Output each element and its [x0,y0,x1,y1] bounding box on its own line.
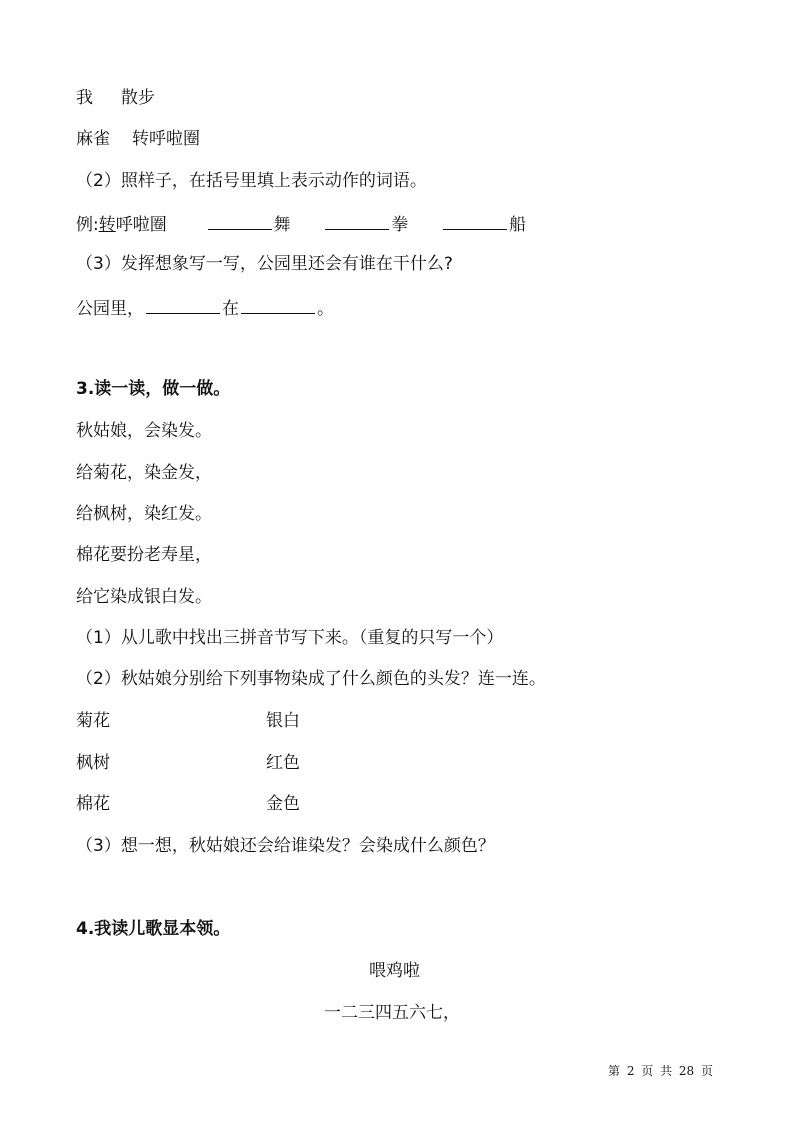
match-right[interactable]: 红色 [266,753,300,773]
answer-end: 。 [317,299,334,319]
pair-subject: 麻雀 [76,129,110,149]
match-right[interactable]: 金色 [266,794,300,814]
blank-field[interactable] [443,211,507,230]
answer-mid: 在 [222,299,239,319]
question-3-3: （3）想一想，秋姑娘还会给谁染发？会染成什么颜色？ [76,836,495,856]
page-number: 第 2 页 共 28 页 [608,1064,713,1078]
question-2-2: （2）照样子，在括号里填上表示动作的词语。 [76,171,427,191]
pair-subject: 我 [76,88,93,108]
blank-suffix: 舞 [273,215,291,235]
example-rest: 呼啦圈 [115,215,167,235]
section-3-title: 3.读一读，做一做。 [76,379,231,399]
blank-field[interactable] [325,211,389,230]
blank-field[interactable] [208,211,272,230]
answer-row [76,295,334,320]
poem-line: 棉花要扮老寿星， [76,545,212,565]
blank-field[interactable] [241,295,315,314]
poem-line: 秋姑娘，会染发。 [76,421,212,441]
poem-line: 给菊花，染金发， [76,463,212,483]
match-row [76,793,300,815]
pair-row-2 [76,128,200,150]
match-row [76,752,300,774]
question-2-3: （3）发挥想象写一写，公园里还会有谁在干什么? [76,254,453,274]
example-word: 转 [98,215,116,235]
question-3-2: （2）秋姑娘分别给下列事物染成了什么颜色的头发？连一连。 [76,669,546,689]
match-right[interactable]: 银白 [266,711,300,731]
pair-row-1 [76,87,155,109]
answer-start: 公园里， [76,299,144,319]
section-4-title: 4.我读儿歌显本领。 [76,919,231,939]
poem-line: 一二三四五六七， [324,1003,460,1023]
pair-action: 转呼啦圈 [132,129,200,149]
poem-line: 给枫树，染红发。 [76,504,212,524]
example-prefix: 例: [76,215,99,235]
blank-suffix: 拳 [391,215,409,235]
match-left[interactable]: 棉花 [76,794,110,814]
poem-line: 给它染成银白发。 [76,587,212,607]
match-left[interactable]: 菊花 [76,711,110,731]
match-left[interactable]: 枫树 [76,753,110,773]
match-row [76,710,300,732]
blank-field[interactable] [146,295,220,314]
poem-title: 喂鸡啦 [369,961,420,981]
question-3-1: （1）从儿歌中找出三拼音节写下来。（重复的只写一个） [76,628,504,648]
pair-action: 散步 [121,88,155,108]
example-row [76,211,526,236]
blank-suffix: 船 [509,215,527,235]
